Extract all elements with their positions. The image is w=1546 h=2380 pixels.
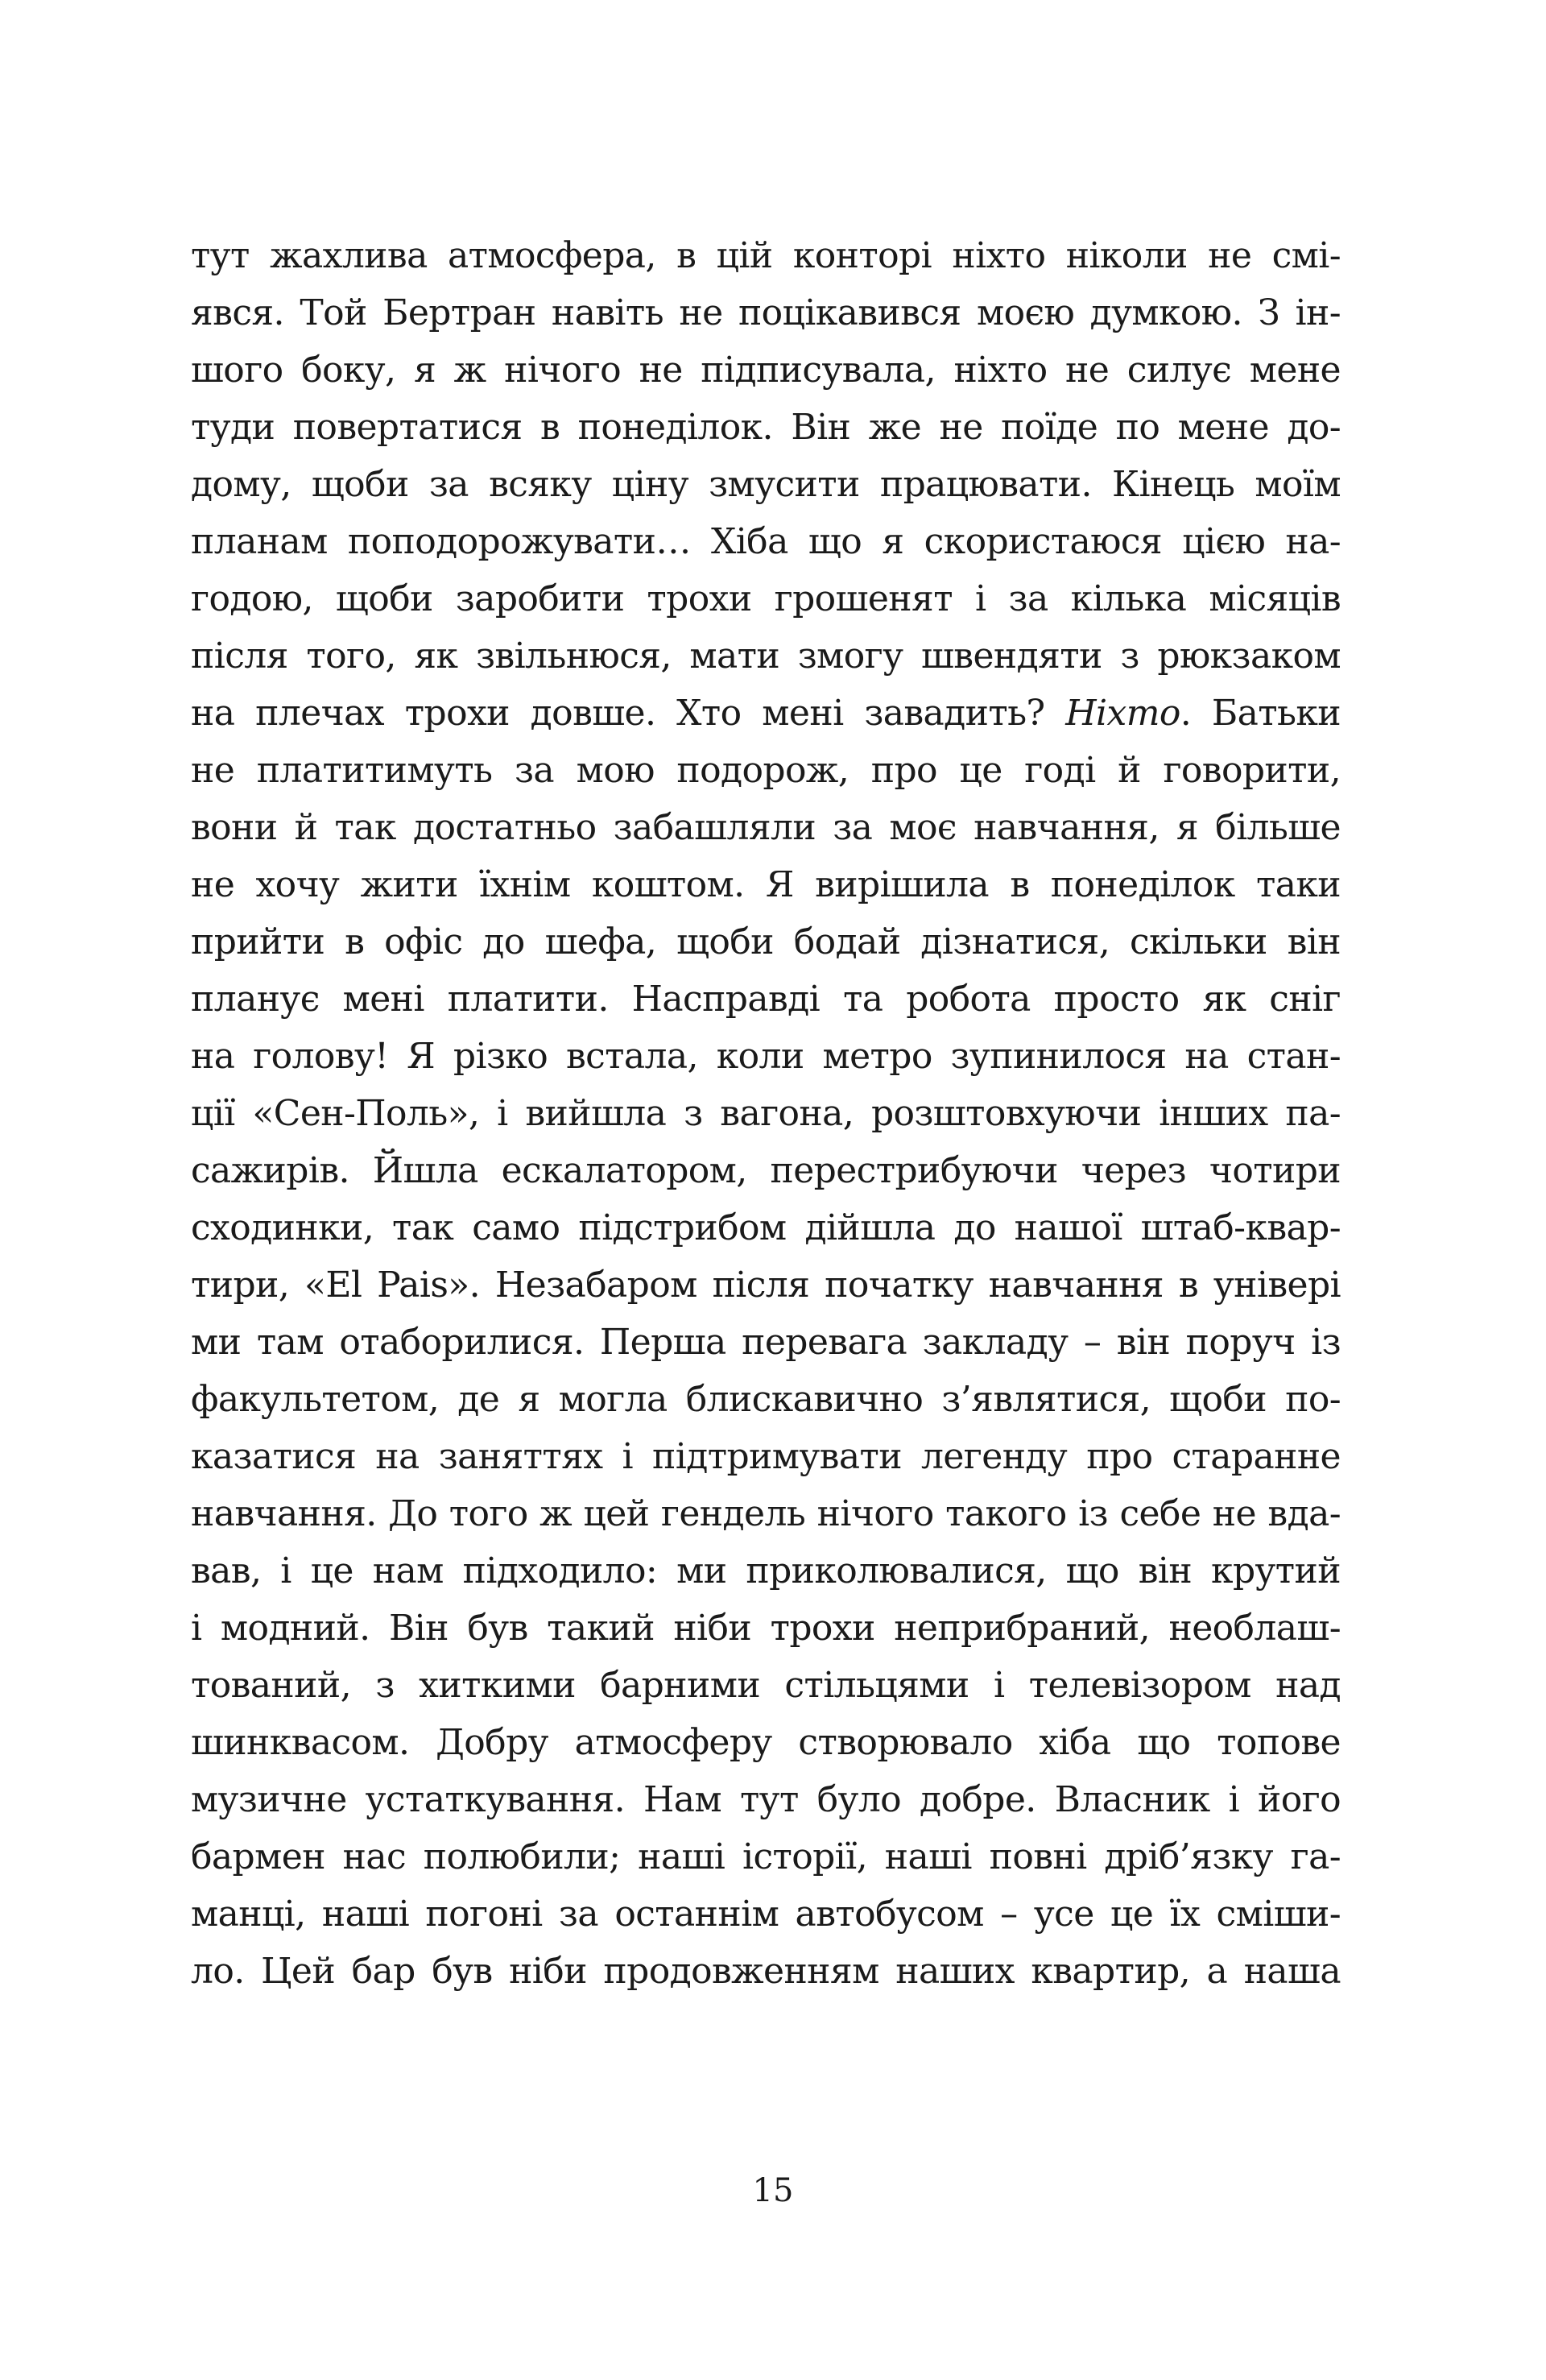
text-line: не хочу жити їхнім коштом. Я вирішила в понеділок таки	[191, 864, 1341, 905]
text-segment: на плечах трохи довше. Хто мені завадить?	[191, 693, 1045, 734]
text-line: дому, щоби за всяку ціну змусити працювати. Кінець моїм	[191, 464, 1341, 505]
text-line: ції «Сен-Поль», і вийшла з вагона, розштовхуючи інших па-	[191, 1093, 1341, 1134]
text-line: після того, як звільнюся, мати змогу швендяти з рюкзаком	[191, 635, 1341, 677]
text-line: не платитимуть за мою подорож, про це годі й говорити,	[191, 750, 1341, 791]
emphasized-word: Ніхто	[1065, 693, 1180, 734]
text-line: шого боку, я ж нічого не підписувала, ніхто не силує мене	[191, 350, 1341, 391]
text-line: сходинки, так само підстрибом дійшла до нашої штаб-квар-	[191, 1207, 1341, 1248]
text-line: бармен нас полюбили; наші історії, наші повні дріб’язку га-	[191, 1836, 1341, 1877]
text-line: факультетом, де я могла блискавично з’являтися, щоби по-	[191, 1379, 1341, 1420]
body-text	[191, 227, 1341, 2000]
page-number: 15	[752, 2172, 794, 2209]
text-line: туди повертатися в понеділок. Він же не поїде по мене до-	[191, 407, 1341, 448]
text-line: прийти в офіс до шефа, щоби бодай дізнатися, скільки він	[191, 921, 1341, 962]
text-line: планує мені платити. Насправді та робота просто як сніг	[191, 979, 1341, 1020]
text-line: ло. Цей бар був ніби продовженням наших квартир, а наша	[191, 1951, 1341, 1992]
text-line: манці, наші погоні за останнім автобусом – усе це їх сміши-	[191, 1894, 1341, 1935]
text-line: планам поподорожувати… Хіба що я скористаюся цією на-	[191, 521, 1341, 562]
text-line: сажирів. Йшла ескалатором, перестрибуючи через чотири	[191, 1150, 1341, 1191]
text-line: навчання. До того ж цей гендель нічого такого із себе не вда-	[191, 1493, 1341, 1534]
text-line: вони й так достатньо забашляли за моє навчання, я більше	[191, 807, 1341, 848]
text-line: на голову! Я різко встала, коли метро зупинилося на стан-	[191, 1036, 1341, 1077]
text-line: шинквасом. Добру атмосферу створювало хіба що топове	[191, 1722, 1341, 1763]
text-line: явся. Той Бертран навіть не поцікавився моєю думкою. З ін-	[191, 292, 1341, 333]
text-line: музичне устаткування. Нам тут було добре. Власник і його	[191, 1779, 1341, 1820]
text-line: і модний. Він був такий ніби трохи неприбраний, необлаш-	[191, 1608, 1341, 1649]
text-line: вав, і це нам підходило: ми приколювалися, що він крутий	[191, 1550, 1341, 1591]
text-segment: . Батьки	[1180, 693, 1341, 734]
text-line: тири, «El Pais». Незабаром після початку навчання в універі	[191, 1265, 1341, 1306]
text-line	[191, 685, 1341, 742]
text-line: казатися на заняттях і підтримувати легенду про старанне	[191, 1436, 1341, 1477]
text-line: тут жахлива атмосфера, в цій конторі ніхто ніколи не смі-	[191, 235, 1341, 276]
text-line: ми там отаборилися. Перша перевага закладу – він поруч із	[191, 1322, 1341, 1363]
text-line: тований, з хиткими барними стільцями і телевізором над	[191, 1665, 1341, 1706]
text-line: годою, щоби заробити трохи грошенят і за кілька місяців	[191, 578, 1341, 619]
